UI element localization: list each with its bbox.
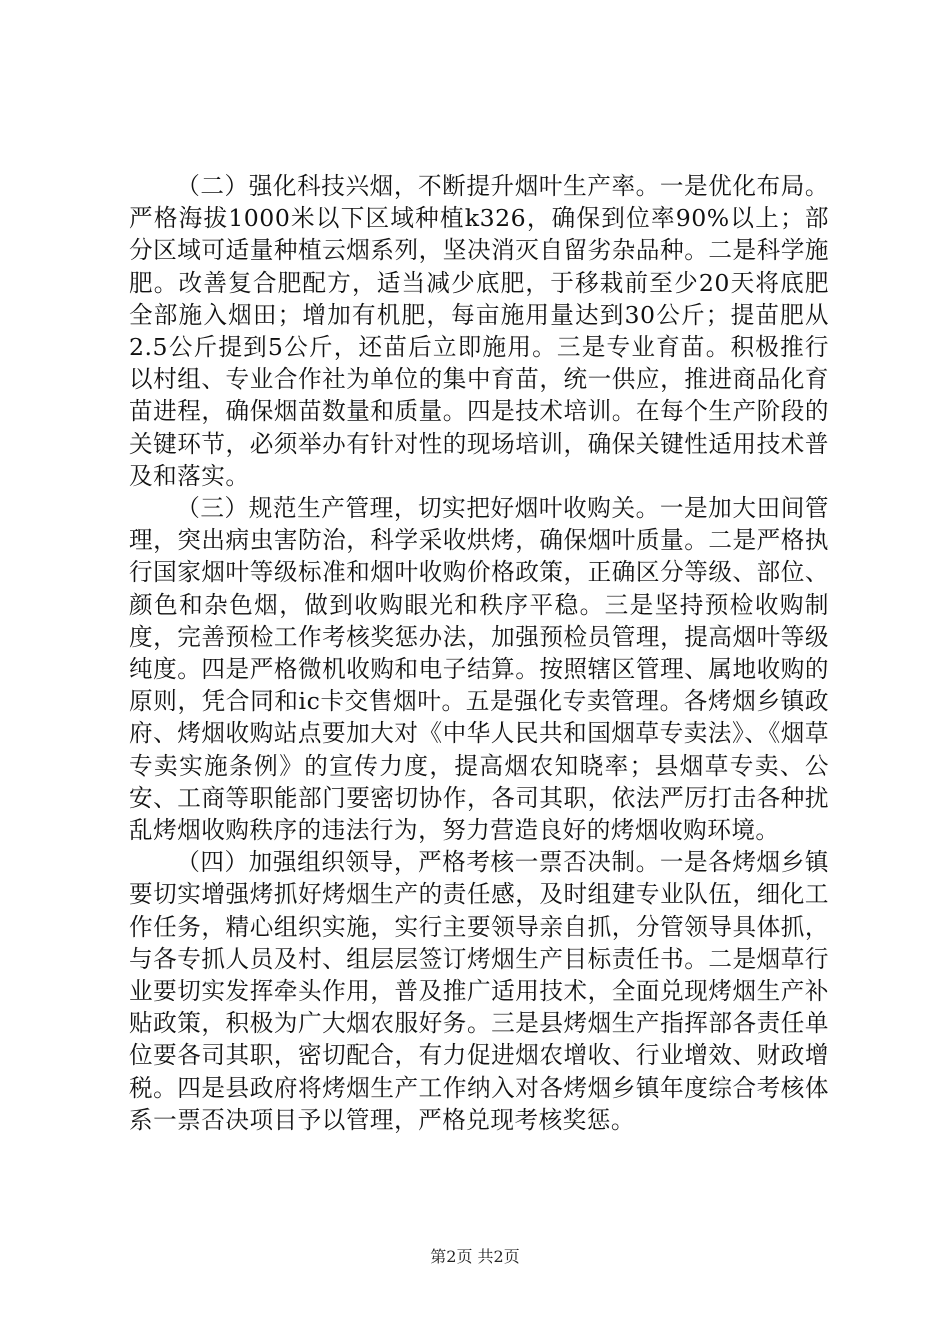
paragraph-3: （三）规范生产管理，切实把好烟叶收购关。一是加大田间管理，突出病虫害防治，科学采收烘烤，确保烟叶质量。二是严格执行国家烟叶等级标准和烟叶收购价格政策，正确区分等级、部位、颜色和杂色烟，做到收购眼光和秩序平稳。三是坚持预检收购制度，完善预检工作考核奖惩办法，加强预检员管理，提高烟叶等级纯度。四是严格微机收购和电子结算。按照辖区管理、属地收购的原则，凭合同和ic卡交售烟叶。五是强化专卖管理。各烤烟乡镇政府、烤烟收购站点要加大对《中华人民共和国烟草专卖法》、《烟草专卖实施条例》的宣传力度，提高烟农知晓率；县烟草专卖、公安、工商等职能部门要密切协作，各司其职，依法严厉打击各种扰乱烤烟收购秩序的违法行为，努力营造良好的烤烟收购环境。 xyxy=(129,494,829,845)
paragraph-2: （二）强化科技兴烟，不断提升烟叶生产率。一是优化布局。严格海拔1000米以下区域种植k326，确保到位率90%以上；部分区域可适量种植云烟系列，坚决消灭自留劣杂品种。二是科学施肥。改善复合肥配方，适当减少底肥，于移栽前至少20天将底肥全部施入烟田；增加有机肥，每亩施用量达到30公斤；提苗肥从2.5公斤提到5公斤，还苗后立即施用。三是专业育苗。积极推行以村组、专业合作社为单位的集中育苗，统一供应，推进商品化育苗进程，确保烟苗数量和质量。四是技术培训。在每个生产阶段的关键环节，必须举办有针对性的现场培训，确保关键性适用技术普及和落实。 xyxy=(129,172,829,490)
document-body xyxy=(129,170,829,1136)
paragraph-4: （四）加强组织领导，严格考核一票否决制。一是各烤烟乡镇要切实增强烤抓好烤烟生产的责任感，及时组建专业队伍，细化工作任务，精心组织实施，实行主要领导亲自抓，分管领导具体抓，与各专抓人员及村、组层层签订烤烟生产目标责任书。二是烟草行业要切实发挥牵头作用，普及推广适用技术，全面兑现烤烟生产补贴政策，积极为广大烟农服好务。三是县烤烟生产指挥部各责任单位要各司其职，密切配合，有力促进烟农增收、行业增效、财政增税。四是县政府将烤烟生产工作纳入对各烤烟乡镇年度综合考核体系一票否决项目予以管理，严格兑现考核奖惩。 xyxy=(129,848,829,1134)
page-footer: 第2页 共2页 xyxy=(430,1247,520,1266)
